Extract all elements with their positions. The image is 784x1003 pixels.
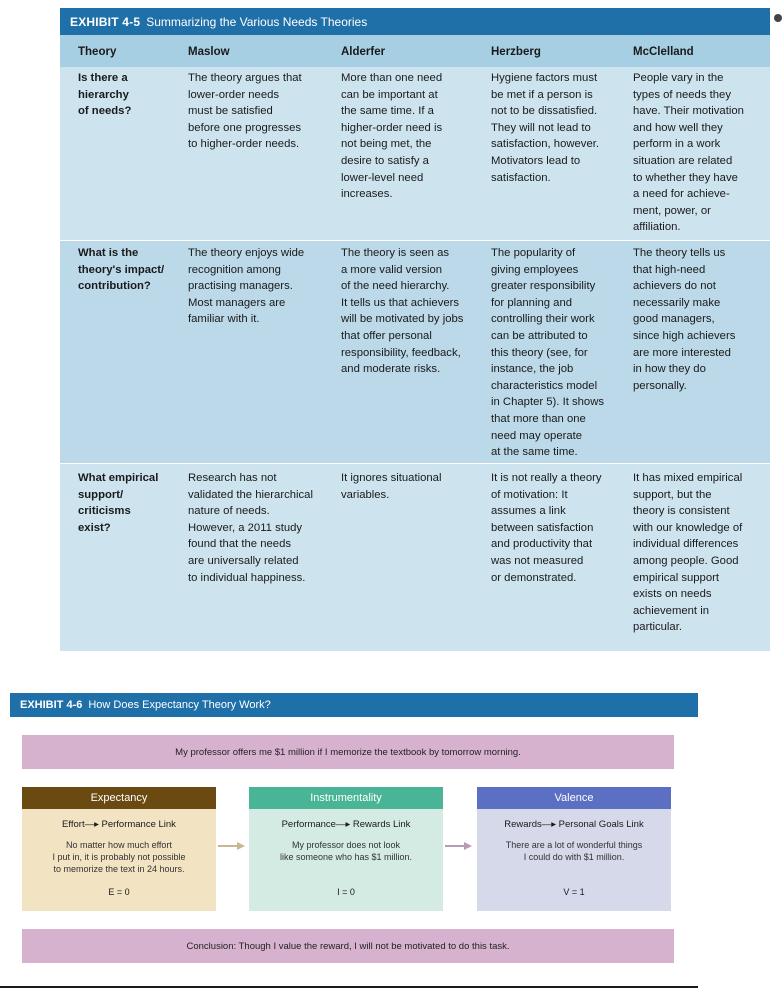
exhibit-4-6-diagram [0, 693, 698, 993]
line: ment, power, or [633, 204, 711, 217]
line: support/ [78, 488, 124, 501]
table-cell-mcclelland [633, 70, 744, 236]
column-header-mcclelland: McClelland [633, 46, 694, 58]
line: controlling their work [491, 313, 595, 326]
line: familiar with it. [188, 313, 260, 326]
expectancy-value: E = 0 [108, 887, 130, 897]
line: exists on needs [633, 588, 712, 601]
line: The theory enjoys wide [188, 247, 305, 259]
column-header-alderfer: Alderfer [341, 46, 386, 58]
column-header-maslow: Maslow [188, 46, 230, 58]
valence-link-label: Rewards—▸ Personal Goals Link [504, 819, 644, 830]
instrumentality-link-label: Performance—▸ Rewards Link [281, 819, 411, 830]
line: It is not really a theory [491, 472, 602, 484]
line: My professor does not look [291, 840, 401, 850]
line: contribution? [78, 280, 151, 293]
line: perform in a work [633, 138, 721, 151]
line: among people. Good [633, 554, 739, 567]
line: can be important at [341, 88, 438, 101]
expectancy-title: Expectancy [22, 787, 216, 809]
line: assumes a link [491, 505, 566, 518]
instrumentality-value: I = 0 [337, 887, 355, 897]
column-header-row [60, 35, 770, 67]
arrow-right-icon [445, 841, 473, 851]
line: good managers, [633, 313, 715, 326]
line: However, a 2011 study [188, 521, 303, 534]
line: I could do with $1 million. [523, 852, 625, 862]
line: It tells us that achievers [341, 296, 460, 309]
row-question [78, 470, 158, 536]
line: higher-order need is [341, 121, 443, 134]
line: What is the [78, 247, 139, 259]
table-cell-maslow [188, 70, 302, 153]
line: criticisms [78, 505, 131, 518]
page-margin-marker [774, 14, 782, 22]
line: support, but the [633, 488, 712, 501]
exhibit-label: EXHIBIT 4-6 [20, 699, 83, 711]
line: validated the hierarchical [188, 488, 313, 501]
line: be met if a person is [491, 88, 593, 101]
line: The theory argues that [188, 72, 302, 84]
line: the same time. If a [341, 105, 434, 118]
line: greater responsibility [491, 280, 596, 293]
line: giving employees [491, 263, 579, 276]
line: individual differences [633, 538, 739, 551]
line: satisfaction. [491, 171, 551, 184]
line: not to be dissatisfied. [491, 105, 598, 118]
line: necessarily make [633, 296, 721, 309]
line: exist? [78, 521, 111, 534]
line: was not measured [491, 554, 584, 567]
line: must be satisfied [188, 105, 273, 118]
line: lower-order needs [188, 88, 280, 101]
table-cell-maslow [188, 245, 304, 328]
expectancy-box [22, 787, 216, 911]
premise-banner: My professor offers me $1 million if I memorize the textbook by tomorrow morning. [22, 735, 674, 769]
line: hierarchy [78, 88, 129, 101]
line: between satisfaction [491, 521, 594, 534]
expectancy-description [22, 839, 216, 875]
line: Is there a [78, 72, 128, 84]
line: a need for achieve- [633, 188, 730, 201]
exhibit-label: EXHIBIT 4-5 [70, 14, 141, 29]
line: like someone who has $1 million. [279, 852, 413, 862]
table-cell-alderfer [341, 470, 441, 503]
line: that more than one [491, 412, 586, 425]
table-cell-mcclelland [633, 245, 735, 394]
line: are universally related [188, 554, 299, 567]
column-header-herzberg: Herzberg [491, 46, 541, 58]
line: need may operate [491, 429, 583, 442]
bottom-rule [0, 986, 698, 988]
line: in Chapter 5). It shows [491, 396, 605, 409]
line: nature of needs. [188, 505, 270, 518]
line: will be motivated by jobs [341, 313, 464, 326]
line: No matter how much effort [66, 840, 172, 850]
line: that offer personal [341, 329, 432, 342]
line: There are a lot of wonderful things [505, 840, 643, 850]
line: theory is consistent [633, 505, 730, 518]
line: recognition among [188, 263, 281, 276]
line: They will not lead to [491, 121, 591, 134]
line: achievement in [633, 604, 709, 617]
valence-title: Valence [477, 787, 671, 809]
line: of needs? [78, 105, 132, 118]
line: Motivators lead to [491, 154, 581, 167]
line: personally. [633, 379, 687, 392]
line: What empirical [78, 472, 159, 484]
line: empirical support [633, 571, 720, 584]
line: to individual happiness. [188, 571, 306, 584]
line: affiliation. [633, 221, 681, 234]
line: before one progresses [188, 121, 302, 134]
line: instance, the job [491, 363, 574, 376]
line: for planning and [491, 296, 573, 309]
instrumentality-description [249, 839, 443, 863]
line: achievers do not [633, 280, 716, 293]
line: a more valid version [341, 263, 443, 276]
table-cell-herzberg [491, 70, 599, 186]
line: in how they do [633, 363, 706, 376]
instrumentality-title: Instrumentality [249, 787, 443, 809]
exhibit-title: How Does Expectancy Theory Work? [88, 699, 271, 711]
line: with our knowledge of [633, 521, 743, 534]
line: or demonstrated. [491, 571, 577, 584]
line: Hygiene factors must [491, 72, 598, 84]
table-cell-mcclelland [633, 470, 742, 636]
line: to higher-order needs. [188, 138, 300, 151]
line: and productivity that [491, 538, 593, 551]
line: responsibility, feedback, [341, 346, 461, 359]
line: can be attributed to [491, 329, 588, 342]
conclusion-banner: Conclusion: Though I value the reward, I will not be motivated to do this task. [22, 929, 674, 963]
exhibit-4-5-header [60, 8, 770, 35]
line: theory's impact/ [78, 263, 165, 276]
line: I put in, it is probably not possible [52, 852, 186, 862]
line: More than one need [341, 72, 443, 84]
column-header-theory: Theory [78, 46, 117, 58]
table-cell-alderfer [341, 70, 442, 203]
line: It ignores situational [341, 472, 442, 484]
arrow-right-icon [218, 841, 246, 851]
valence-value: V = 1 [563, 887, 585, 897]
line: to memorize the text in 24 hours. [53, 864, 185, 874]
line: found that the needs [188, 538, 292, 551]
line: lower-level need [341, 171, 424, 184]
line: Most managers are [188, 296, 286, 309]
line: practising managers. [188, 280, 293, 293]
expectancy-link-label: Effort—▸ Performance Link [62, 819, 176, 830]
line: The theory is seen as [341, 247, 450, 259]
exhibit-4-6-header [10, 693, 698, 717]
instrumentality-box [249, 787, 443, 911]
line: It has mixed empirical [633, 472, 743, 484]
line: and how well they [633, 121, 723, 134]
line: this theory (see, for [491, 346, 588, 359]
line: at the same time. [491, 446, 578, 459]
valence-description [477, 839, 671, 863]
table-cell-herzberg [491, 470, 602, 586]
line: The theory tells us [633, 247, 726, 259]
table-cell-herzberg [491, 245, 604, 461]
row-question [78, 70, 131, 120]
line: to whether they have [633, 171, 738, 184]
line: and moderate risks. [341, 363, 441, 376]
line: are more interested [633, 346, 731, 359]
line: types of needs they [633, 88, 731, 101]
line: variables. [341, 488, 390, 501]
line: increases. [341, 188, 393, 201]
line: characteristics model [491, 379, 598, 392]
line: The popularity of [491, 247, 576, 259]
table-cell-maslow [188, 470, 313, 586]
line: that high-need [633, 263, 706, 276]
row-question [78, 245, 164, 295]
table-cell-alderfer [341, 245, 463, 378]
line: desire to satisfy a [341, 154, 429, 167]
line: have. Their motivation [633, 105, 744, 118]
line: of the need hierarchy. [341, 280, 450, 293]
line: Research has not [188, 472, 277, 484]
line: since high achievers [633, 329, 736, 342]
line: particular. [633, 621, 682, 634]
valence-box [477, 787, 671, 911]
exhibit-4-5-table [60, 8, 770, 651]
line: People vary in the [633, 72, 724, 84]
exhibit-title: Summarizing the Various Needs Theories [146, 14, 368, 29]
line: situation are related [633, 154, 733, 167]
line: of motivation: It [491, 488, 568, 501]
line: not being met, the [341, 138, 432, 151]
line: satisfaction, however. [491, 138, 600, 151]
